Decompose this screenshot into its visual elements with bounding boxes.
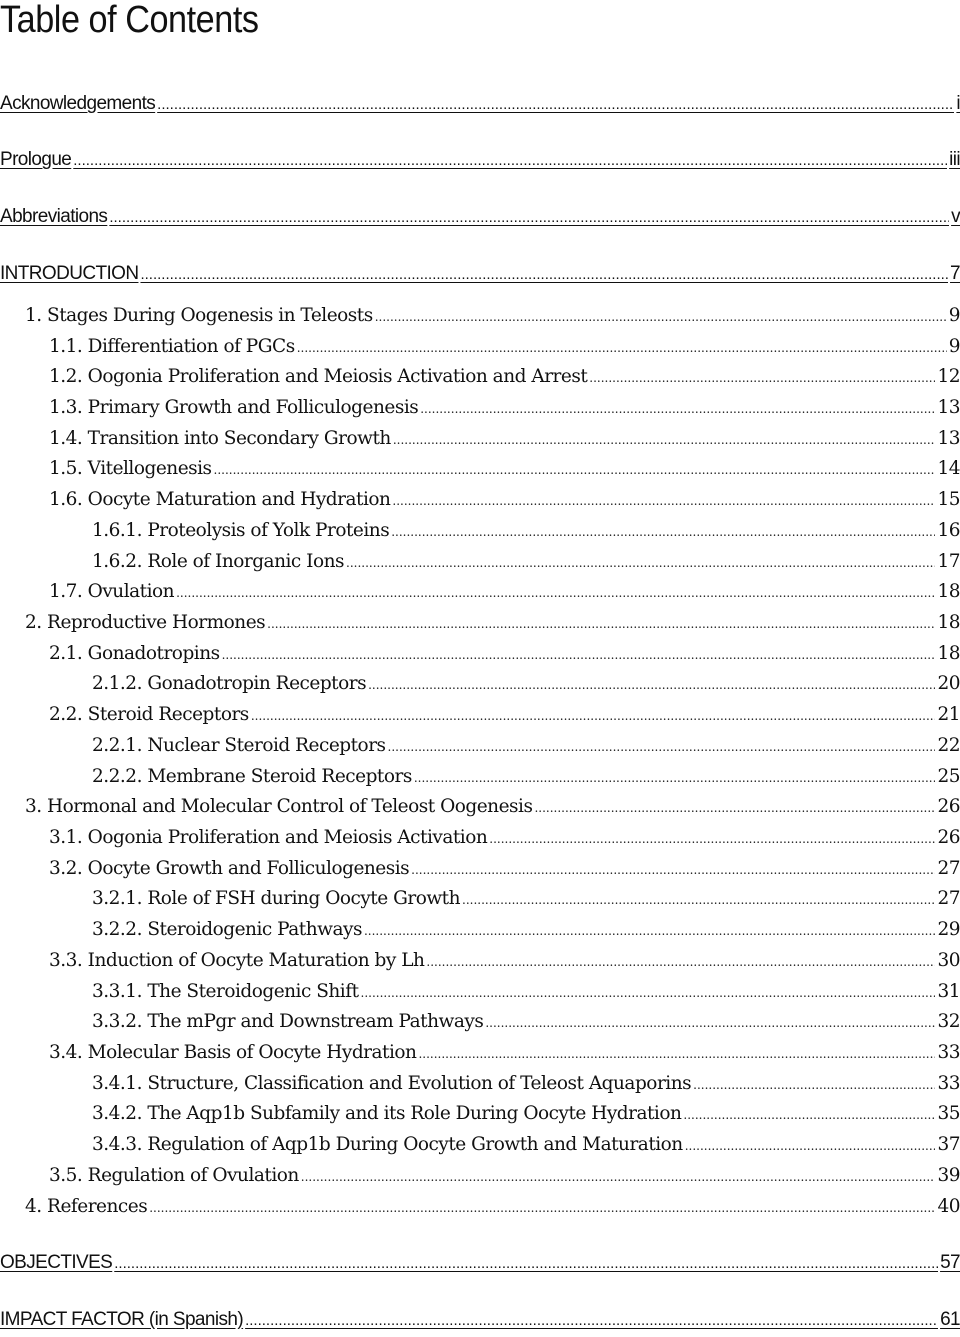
toc-entry-3-1[interactable] [49, 823, 960, 853]
toc-entry-1-5[interactable] [49, 454, 960, 484]
toc-entry-label: 1. Stages During Oogenesis in Teleosts [25, 305, 373, 326]
toc-dot-leader [589, 362, 935, 393]
toc-page-number: 32 [937, 1011, 960, 1032]
toc-dot-leader [245, 1305, 938, 1336]
toc-entry-3-5[interactable] [49, 1161, 960, 1191]
toc-entry-3-2[interactable] [49, 854, 960, 884]
toc-entry-label: 3.5. Regulation of Ovulation [49, 1165, 299, 1186]
toc-entry-label: 3.4.3. Regulation of Aqp1b During Oocyte Growth and Maturation [92, 1134, 683, 1155]
toc-page-number: 33 [937, 1073, 960, 1094]
toc-entry-2[interactable] [25, 608, 960, 638]
toc-dot-leader [149, 1192, 935, 1223]
toc-entry-3-4[interactable] [49, 1038, 960, 1068]
toc-page-number: 13 [937, 428, 960, 449]
toc-page-number: 9 [948, 336, 960, 357]
toc-page-number: 13 [937, 397, 960, 418]
toc-page-number: 21 [937, 704, 960, 725]
toc-entry-label: 1.6.1. Proteolysis of Yolk Proteins [92, 520, 390, 541]
toc-entry-impact-factor[interactable] [0, 1305, 960, 1335]
toc-page-number: 16 [937, 520, 960, 541]
toc-entry-3-3[interactable] [49, 946, 960, 976]
toc-entry-1-6-1[interactable] [92, 516, 960, 546]
toc-entry-label: 4. References [25, 1196, 148, 1217]
toc-dot-leader [426, 946, 935, 977]
toc-dot-leader [392, 485, 935, 516]
toc-entry-label: 2. Reproductive Hormones [25, 612, 266, 633]
toc-entry-1-2[interactable] [49, 362, 960, 392]
toc-page-number: 29 [937, 919, 960, 940]
toc-entry-1-7[interactable] [49, 577, 960, 607]
toc-dot-leader [140, 259, 948, 290]
toc-dot-leader [391, 516, 935, 547]
toc-dot-leader [267, 608, 935, 639]
toc-page-number: 12 [937, 366, 960, 387]
toc-entry-1-6-2[interactable] [92, 547, 960, 577]
toc-entry-label: 1.4. Transition into Secondary Growth [49, 428, 391, 449]
toc-dot-leader [683, 1099, 935, 1130]
toc-entry-label: 2.1. Gonadotropins [49, 643, 220, 664]
toc-page-number: 33 [937, 1042, 960, 1063]
toc-entry-1-3[interactable] [49, 393, 960, 423]
toc-dot-leader [297, 332, 947, 363]
toc-page-number: 39 [937, 1165, 960, 1186]
toc-dot-leader [420, 393, 935, 424]
toc-entry-label: 1.6. Oocyte Maturation and Hydration [49, 489, 391, 510]
toc-entry-2-1-2[interactable] [92, 669, 960, 699]
toc-page-number: 18 [937, 612, 960, 633]
page-title: Table of Contents [0, 0, 259, 41]
toc-entry-label: 3.2. Oocyte Growth and Folliculogenesis [49, 858, 410, 879]
toc-dot-leader [485, 1007, 935, 1038]
toc-dot-leader [157, 89, 954, 120]
toc-entry-label: 3.1. Oogonia Proliferation and Meiosis Activation [49, 827, 488, 848]
toc-entry-3-3-1[interactable] [92, 977, 960, 1007]
toc-dot-leader [375, 301, 947, 332]
toc-entry-label: 3.2.1. Role of FSH during Oocyte Growth [92, 888, 461, 909]
toc-entry-3[interactable] [25, 792, 960, 822]
toc-entry-label: 2.2.2. Membrane Steroid Receptors [92, 766, 412, 787]
toc-entry-label: 1.3. Primary Growth and Folliculogenesis [49, 397, 419, 418]
toc-page-number: 26 [937, 827, 960, 848]
toc-entry-label: INTRODUCTION [0, 263, 139, 284]
toc-entry-2-1[interactable] [49, 639, 960, 669]
toc-page-number: 25 [937, 766, 960, 787]
toc-dot-leader [388, 731, 936, 762]
toc-dot-leader [393, 424, 936, 455]
toc-entry-1[interactable] [25, 301, 960, 331]
toc-entry-label: 3.3. Induction of Oocyte Maturation by Lh [49, 950, 425, 971]
toc-dot-leader [534, 792, 935, 823]
toc-entry-label: Abbreviations [0, 206, 108, 227]
toc-entry-2-2-2[interactable] [92, 762, 960, 792]
toc-entry-label: 3.4.2. The Aqp1b Subfamily and its Role During Oocyte Hydration [92, 1103, 682, 1124]
toc-dot-leader [251, 700, 936, 731]
toc-dot-leader [73, 145, 947, 176]
toc-page-number: 20 [937, 673, 960, 694]
toc-page-number: 15 [937, 489, 960, 510]
toc-page-number: 18 [937, 643, 960, 664]
toc-page-number: 14 [937, 458, 960, 479]
toc-entry-1-6[interactable] [49, 485, 960, 515]
toc-dot-leader [109, 202, 949, 233]
toc-page-number: 26 [937, 796, 960, 817]
toc-dot-leader [346, 547, 935, 578]
toc-entry-1-4[interactable] [49, 424, 960, 454]
toc-dot-leader [361, 977, 936, 1008]
toc-entry-label: 3.2.2. Steroidogenic Pathways [92, 919, 362, 940]
toc-entry-label: 3.3.2. The mPgr and Downstream Pathways [92, 1011, 484, 1032]
toc-entry-1-1[interactable] [49, 332, 960, 362]
toc-entry-3-2-1[interactable] [92, 884, 960, 914]
toc-entry-label: 2.1.2. Gonadotropin Receptors [92, 673, 367, 694]
toc-page-number: 30 [937, 950, 960, 971]
toc-entry-label: IMPACT FACTOR (in Spanish) [0, 1309, 244, 1330]
toc-entry-4[interactable] [25, 1192, 960, 1222]
toc-entry-label: 2.2. Steroid Receptors [49, 704, 249, 725]
toc-entry-introduction[interactable] [0, 259, 960, 289]
toc-entry-3-4-3[interactable] [92, 1130, 960, 1160]
toc-entry-label: Prologue [0, 149, 72, 170]
toc-entry-2-2-1[interactable] [92, 731, 960, 761]
toc-entry-label: 2.2.1. Nuclear Steroid Receptors [92, 735, 386, 756]
toc-entry-3-2-2[interactable] [92, 915, 960, 945]
toc-page-number: i [956, 93, 960, 114]
toc-entry-label: Acknowledgements [0, 93, 156, 114]
toc-entry-label: OBJECTIVES [0, 1252, 113, 1273]
toc-entry-label: 1.1. Differentiation of PGCs [49, 336, 295, 357]
toc-page-number: 37 [937, 1134, 960, 1155]
toc-page-number: 17 [937, 551, 960, 572]
toc-entry-label: 3.4. Molecular Basis of Oocyte Hydration [49, 1042, 417, 1063]
toc-entry-3-3-2[interactable] [92, 1007, 960, 1037]
toc-page-number: 7 [950, 263, 960, 284]
toc-entry-label: 1.6.2. Role of Inorganic Ions [92, 551, 345, 572]
toc-page-number: 27 [937, 888, 960, 909]
toc-page-number: 27 [937, 858, 960, 879]
toc-entry-3-4-1[interactable] [92, 1069, 960, 1099]
toc-entry-label: 3. Hormonal and Molecular Control of Teleost Oogenesis [25, 796, 533, 817]
toc-dot-leader [301, 1161, 936, 1192]
toc-entry-label: 3.3.1. The Steroidogenic Shift [92, 981, 359, 1002]
toc-entry-2-2[interactable] [49, 700, 960, 730]
toc-entry-label: 3.4.1. Structure, Classification and Evolution of Teleost Aquaporins [92, 1073, 692, 1094]
toc-dot-leader [414, 762, 936, 793]
toc-dot-leader [685, 1130, 936, 1161]
toc-dot-leader [462, 884, 935, 915]
toc-page-number: 9 [948, 305, 960, 326]
toc-entry-objectives[interactable] [0, 1248, 960, 1278]
toc-dot-leader [411, 854, 935, 885]
toc-page-number: 35 [937, 1103, 960, 1124]
toc-dot-leader [364, 915, 936, 946]
toc-dot-leader [176, 577, 935, 608]
toc-entry-prologue[interactable] [0, 145, 960, 175]
toc-page-number: 40 [937, 1196, 960, 1217]
toc-entry-label: 1.5. Vitellogenesis [49, 458, 212, 479]
toc-dot-leader [114, 1248, 938, 1279]
toc-page-number: 22 [937, 735, 960, 756]
toc-dot-leader [368, 669, 935, 700]
toc-page-number: 61 [940, 1309, 960, 1330]
toc-dot-leader [693, 1069, 935, 1100]
toc-dot-leader [214, 454, 936, 485]
toc-entry-acknowledgements[interactable] [0, 89, 960, 119]
toc-page-number: 31 [937, 981, 960, 1002]
toc-page-number: 57 [940, 1252, 960, 1273]
toc-page-number: 18 [937, 581, 960, 602]
toc-entry-abbreviations[interactable] [0, 202, 960, 232]
toc-page-number: iii [949, 149, 960, 170]
toc-entry-label: 1.2. Oogonia Proliferation and Meiosis Activation and Arrest [49, 366, 588, 387]
toc-dot-leader [489, 823, 935, 854]
toc-page-number: v [951, 206, 960, 227]
toc-dot-leader [222, 639, 936, 670]
toc-dot-leader [418, 1038, 935, 1069]
toc-entry-3-4-2[interactable] [92, 1099, 960, 1129]
toc-entry-label: 1.7. Ovulation [49, 581, 175, 602]
